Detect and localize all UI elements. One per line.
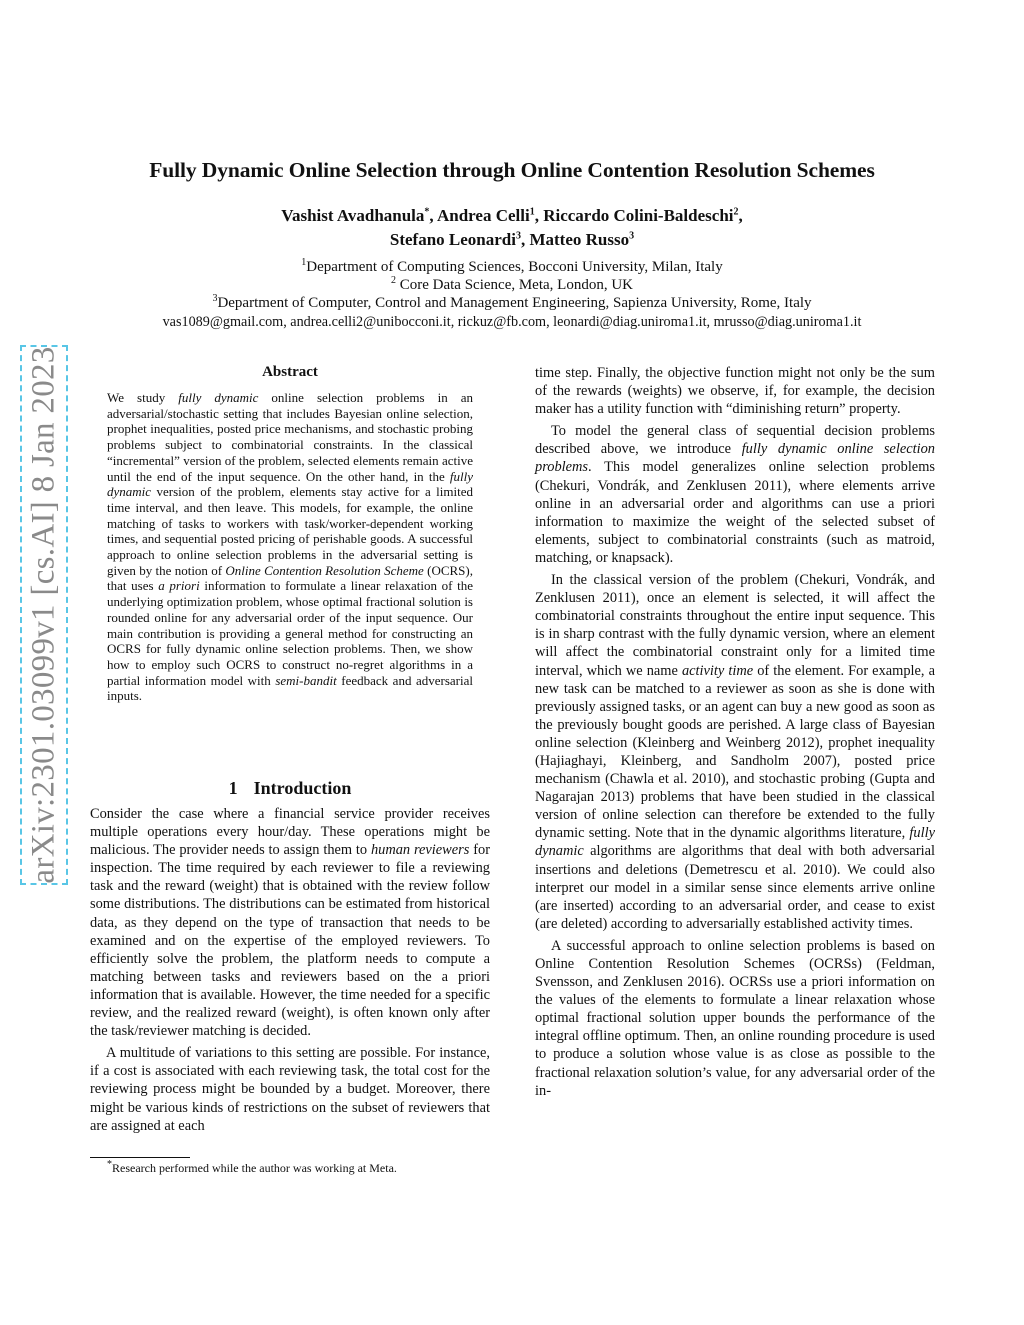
paragraph-text: of the element. For example, a new task can be matched to a reviewer as soon as she is done with previously assigned tasks, or an agent can buy a new good as soon as the previously bought goods are perished. A large class of Bayesian online selection (Kleinberg and Weinberg 2012), prophet inequality (Hajiaghayi, Kleinberg, and Sandholm 2007), posted price mechanism (Chawla et al. 2010), and stochastic probing (Gupta and Nagarajan 2013) problems that have been studied in the classical version of online selection can therefore be extended to the fully dynamic setting. Note that in the dynamic algorithms literature, [535, 662, 935, 842]
arxiv-identifier: arXiv:2301.03099v1 [cs.AI] 8 Jan 2023 [25, 346, 62, 884]
paper-title: Fully Dynamic Online Selection through Online Contention Resolution Schemes [149, 158, 875, 182]
introduction-body [90, 805, 490, 1135]
footnote-rule [90, 1157, 190, 1158]
paragraph-text: . This model generalizes online selection problems (Chekuri, Vondrák, and Zenklusen 2011), where elements arrive online in an adversarial order and algorithms can use a priori information to maximize the weight of the selected subset of elements, subject to combinatorial constraints (such as matroid, matching, or knapsack). [535, 459, 935, 566]
abstract-text: We study [107, 390, 179, 405]
section-title: Introduction [253, 778, 352, 798]
paragraph: A successful approach to online selection problems is based on Online Contention Resolution Schemes (OCRSs) (Feldman, Svensson, and Zenklusen 2016). OCRSs use a priori information on the values of the elements to formulate a linear relaxation whose optimal fractional solution upper bounds the performance of the integral offline optimum. Then, an online rounding procedure is used to produce a solution whose value is as close as possible to the fractional relaxation solution’s value, for any adversarial order of the in- [535, 937, 935, 1099]
paragraph-text: Consider the case where a financial service provider receives multiple operations every hour/day. These operations might be malicious. The provider needs to assign them to [90, 806, 490, 859]
author-mark: 3 [629, 230, 635, 242]
abstract-heading: Abstract [262, 364, 318, 380]
author-mark: 3 [515, 230, 521, 242]
right-column-body [535, 364, 935, 1100]
abstract-text: (OCRS), that uses [107, 562, 473, 594]
author-name: Stefano Leonardi [389, 230, 516, 249]
abstract-text: feedback and adversarial inputs. [107, 672, 473, 704]
abstract-text: online selection problems in an adversarial/stochastic setting that includes Bayesian online selection, prophet inequalities, posted price mechanisms, and stochastic probing problems subject to combinatorial constraints. In the classical “incremental” version of the problem, selected elements remain active until the end of the input sequence. On the other hand, in the [107, 390, 473, 484]
affiliation-mark: 2 [390, 275, 396, 286]
affiliation-text: Core Data Science, Meta, London, UK [395, 277, 633, 293]
author-mark: 1 [529, 206, 535, 218]
footnote-mark: * [107, 1159, 112, 1170]
author-mark: * [424, 206, 430, 218]
paragraph [90, 805, 490, 1040]
abstract-text: information to formulate a linear relaxation of the underlying optimization problem, whose optimal fractional solution is rounded online for any adversarial order of the input sequence. Our main contribution is providing a general method for constructing an OCRS for fully dynamic online selection problems. Then, we show how to employ such OCRS to construct no-regret algorithms in a partial information model with [107, 578, 473, 688]
affiliation-3 [60, 294, 964, 312]
author-line-1: Vashist Avadhanula*, Andrea Celli$^1$, Riccardo Colini-Baldeschi$^2$, [281, 206, 743, 225]
author-name: Vashist Avadhanula [281, 206, 425, 225]
paragraph-text: for inspection. The time required by each reviewer to file a reviewing task and the reward (weight) that is obtained with the review follow some distributions. The distributions can be estimated from historical data, as they depend on the type of transaction that needs to be examined and on the expertise of the employed reviewers. To efficiently solve the problem, the platform needs to compute a matching between tasks and reviewers based on the a priori information that is available. However, the time needed for a specific review, and the realized reward (weight), is often known only after the task/reviewer matching is decided. [90, 842, 490, 1040]
paragraph-emphasis: activity time [681, 662, 754, 679]
author-name: Riccardo Colini-Baldeschi [543, 206, 734, 225]
paragraph [535, 422, 935, 567]
abstract-emphasis: semi-bandit [275, 672, 337, 688]
abstract-emphasis: fully dynamic [107, 468, 473, 500]
arxiv-sidebar [20, 345, 68, 885]
author-line-2: Stefano Leonardi$^3$, Matteo Russo$^3$ [389, 230, 635, 249]
section-heading-introduction [90, 778, 490, 799]
abstract-emphasis: fully dynamic [178, 390, 259, 405]
abstract-emphasis: Online Contention Resolution Scheme [225, 562, 424, 578]
paragraph-text: algorithms are algorithms that deal with both adversarial insertions and deletions (Demetrescu et al. 2010). We could also interpret our model in a similar sense since elements arrive online (are inserted) according to an adversarial order, and cease to exist (are deleted) according to adversarially established activity times. [535, 843, 935, 932]
paragraph-emphasis: fully dynamic online selection problems [535, 441, 935, 476]
footnote [107, 1161, 487, 1176]
author-emails: vas1089@gmail.com, andrea.celli2@unibocconi.it, rickuz@fb.com, leonardi@diag.uniroma1.it, mrusso@diag.uniroma1.it [162, 314, 862, 330]
paragraph [535, 571, 935, 933]
paragraph-emphasis: fully dynamic [535, 825, 935, 860]
author-list [100, 204, 924, 252]
footnote-text: Research performed while the author was working at Meta. [112, 1161, 397, 1175]
affiliation-2 [60, 276, 964, 294]
affiliation-1 [60, 258, 964, 276]
author-name: Andrea Celli [436, 206, 530, 225]
paragraph: time step. Finally, the objective function might not only be the sum of the rewards (weights) we observe, if, for example, the decision maker has a utility function with “diminishing return” property. [535, 365, 935, 418]
paragraph: A multitude of variations to this setting are possible. For instance, if a cost is associated with each reviewing task, the total cost for the reviewing process might be bounded by a budget. Moreover, there might be various kinds of restrictions on the subset of reviewers that are assigned at each [90, 1045, 490, 1134]
section-number: 1 [228, 778, 238, 798]
paragraph-text: To model the general class of sequential decision problems described above, we introduce [535, 423, 935, 458]
abstract-text: version of the problem, elements stay active for a limited time interval, and then leave. This models, for example, the online matching of tasks to workers with task/worker-dependent working times, and sequential posted pricing of perishable goods. A successful approach to online selection problems in the adversarial setting is given by the notion of [107, 484, 473, 578]
affiliation-text: Department of Computer, Control and Management Engineering, Sapienza University, Rome, Italy [217, 295, 812, 311]
affiliation-mark: 3 [212, 293, 218, 304]
paragraph-emphasis: human reviewers [370, 842, 470, 859]
affiliation-text: Department of Computing Sciences, Bocconi University, Milan, Italy [306, 259, 723, 275]
paragraph-text: In the classical version of the problem (Chekuri, Vondrák, and Zenklusen 2011), once an element is selected, it will affect the combinatorial constraints throughout the entire input sequence. This is in sharp contrast with the fully dynamic version, where an element will affect the combinatorial constraint only for a limited time interval, which we name [535, 572, 935, 679]
affiliation-mark: 1 [301, 257, 307, 268]
abstract-body [107, 390, 473, 704]
author-name: Matteo Russo [529, 230, 630, 249]
author-mark: 2 [733, 206, 739, 218]
abstract-emphasis: a priori [158, 578, 200, 594]
